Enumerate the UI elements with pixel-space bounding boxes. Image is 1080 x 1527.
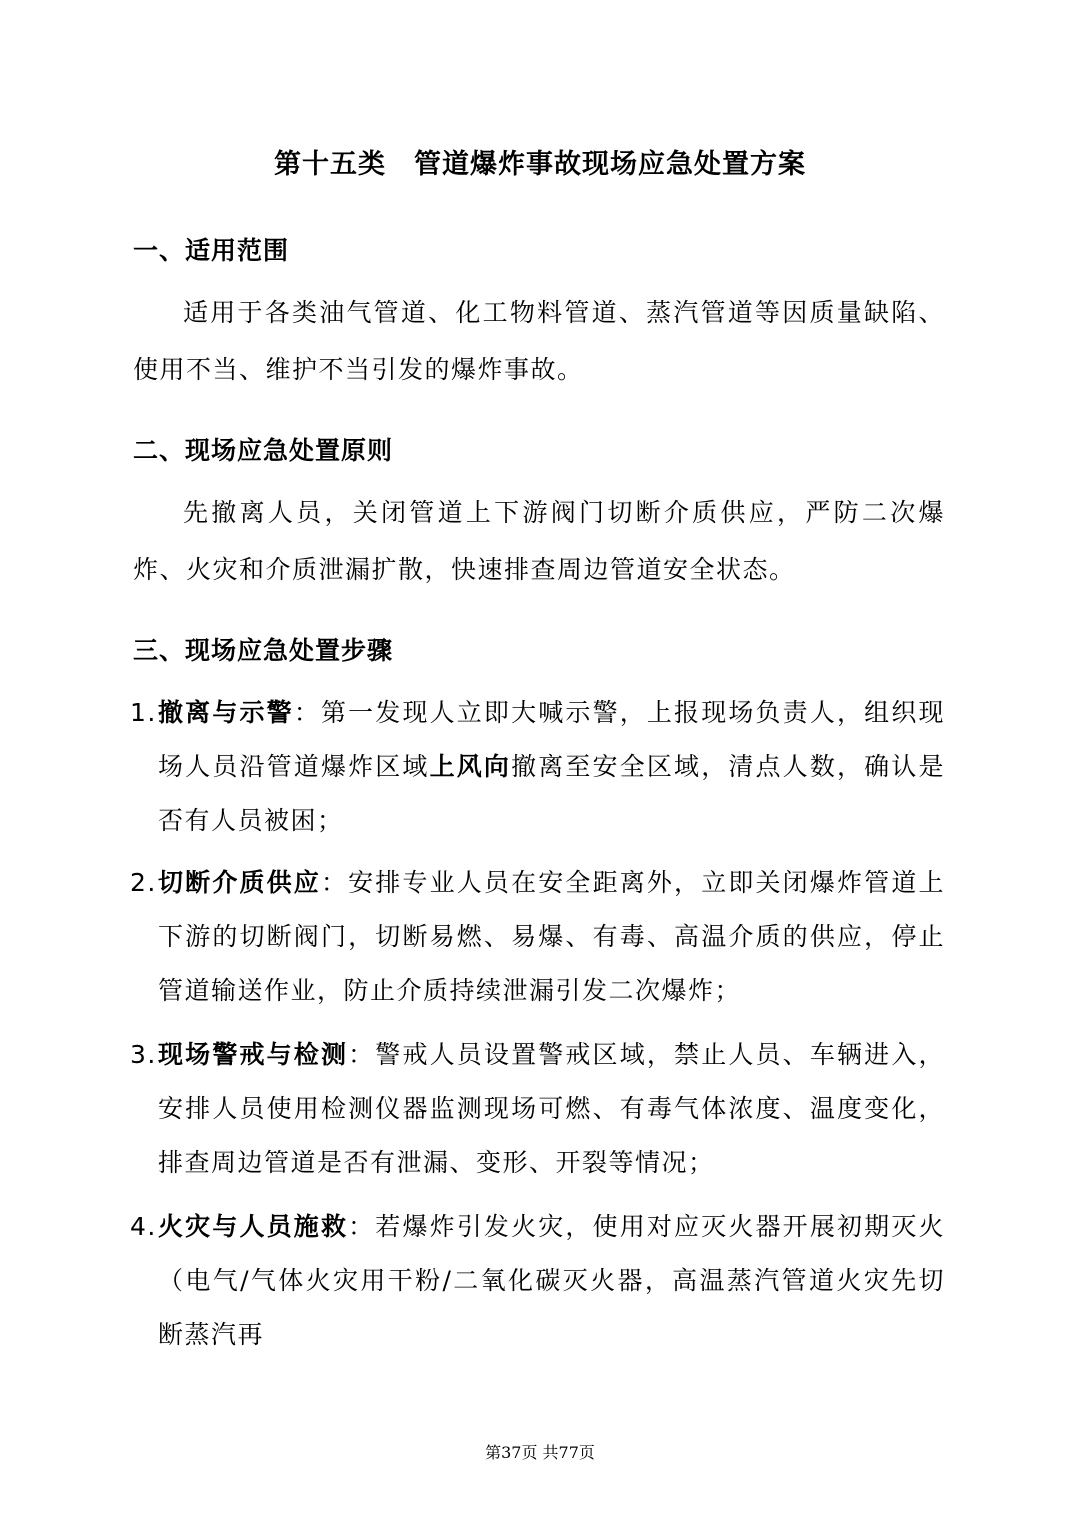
step-title: 切断介质供应: [158, 868, 321, 897]
step-body: 切断介质供应：安排专业人员在安全距离外，立即关闭爆炸管道上下游的切断阀门，切断易燃、易爆、有毒、高温介质的供应，停止管道输送作业，防止介质持续泄漏引发二次爆炸；: [158, 868, 945, 1005]
total-page-number: 77: [558, 1443, 579, 1462]
title-name: 管道爆炸事故现场应急处置方案: [414, 149, 806, 180]
section-text-scope: 适用于各类油气管道、化工物料管道、蒸汽管道等因质量缺陷、使用不当、维护不当引发的爆炸事故。: [133, 298, 945, 384]
step-number: 2.: [130, 868, 157, 897]
section-heading-principle: 二、现场应急处置原则: [133, 436, 394, 465]
step-item: [130, 856, 945, 1018]
step-item: [130, 1028, 945, 1190]
section-heading-steps: 三、现场应急处置步骤: [133, 636, 394, 665]
document-title: [0, 142, 1080, 181]
step-number: 4.: [130, 1212, 157, 1241]
section-text-principle: 先撤离人员，关闭管道上下游阀门切断介质供应，严防二次爆炸、火灾和介质泄漏扩散，快速排查周边管道安全状态。: [133, 498, 945, 584]
step-body: 现场警戒与检测：警戒人员设置警戒区域，禁止人员、车辆进入，安排人员使用检测仪器监测现场可燃、有毒气体浓度、温度变化，排查周边管道是否有泄漏、变形、开裂等情况；: [158, 1040, 945, 1177]
step-title: 现场警戒与检测: [158, 1040, 349, 1069]
page-footer: 第37页 共77页: [485, 1443, 595, 1462]
step-item: [130, 1200, 945, 1362]
section-heading-scope: 一、适用范围: [133, 236, 290, 265]
step-emphasis: 上风向: [429, 752, 512, 781]
step-number: 3.: [130, 1040, 157, 1069]
step-item: [130, 686, 945, 848]
title-category: 第十五类: [274, 149, 386, 180]
step-title: 火灾与人员施救: [158, 1212, 349, 1241]
step-body: 火灾与人员施救：若爆炸引发火灾，使用对应灭火器开展初期灭火（电气/气体火灾用干粉/二氧化碳灭火器，高温蒸汽管道火灾先切断蒸汽再: [158, 1212, 945, 1349]
step-title: 撤离与示警: [158, 698, 294, 727]
step-body: 撤离与示警：第一发现人立即大喊示警，上报现场负责人，组织现场人员沿管道爆炸区域上风向撤离至安全区域，清点人数，确认是否有人员被困；: [158, 698, 945, 835]
current-page-number: 37: [501, 1443, 522, 1462]
step-number: 1.: [130, 698, 157, 727]
